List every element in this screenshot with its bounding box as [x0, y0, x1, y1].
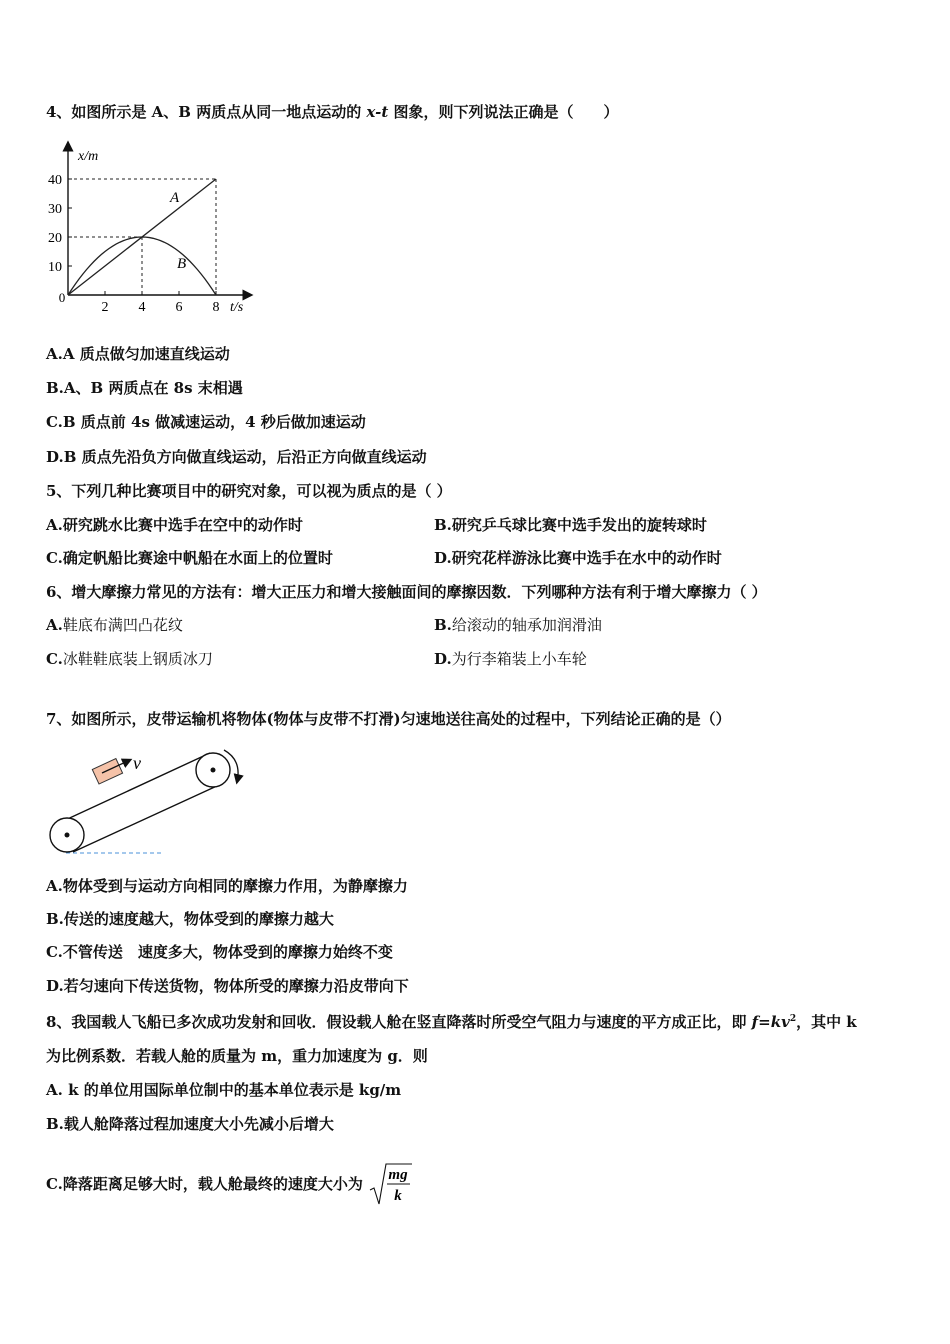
- q6-option-d-text: 为行李箱装上小车轮: [451, 650, 587, 668]
- q4-option-d: D.B 质点先沿负方向做直线运动，后沿正方向做直线运动: [46, 448, 427, 466]
- lower-pulley-axle: [65, 833, 70, 838]
- q7-stem: 7、如图所示，皮带运输机将物体(物体与皮带不打滑)匀速地送往高处的过程中，下列结论正确的是（）: [46, 710, 731, 728]
- x-tick-label-8: 8: [212, 300, 220, 315]
- x-axis-label: t/s: [230, 300, 244, 315]
- belt-bottom: [73, 785, 219, 852]
- q8-formula-exponent: 2: [789, 1014, 797, 1024]
- x-tick-label-2: 2: [101, 300, 109, 315]
- q6-option-c-text: 冰鞋鞋底装上钢质冰刀: [62, 650, 213, 668]
- y-axis-label: x/m: [78, 149, 99, 164]
- q5-option-c: C.确定帆船比赛途中帆船在水面上的位置时: [46, 549, 333, 567]
- q6-option-a: [46, 615, 183, 635]
- q8-stem: [46, 1009, 857, 1032]
- q6-option-b: [434, 615, 602, 635]
- q6-option-a-letter: A.: [46, 616, 63, 634]
- q4-stem-var: x-t: [366, 103, 389, 121]
- q8-stem-part2: ，其中 k: [796, 1013, 857, 1031]
- q8-option-c-text: C.降落距离足够大时，载人舱最终的速度大小为: [46, 1175, 363, 1193]
- q8-option-c: [46, 1162, 414, 1208]
- fraction-numerator: mg: [388, 1167, 408, 1183]
- q8-stem-line2: 为比例系数．若载人舱的质量为 m，重力加速度为 g．则: [46, 1047, 428, 1065]
- sqrt-fraction: [368, 1162, 414, 1208]
- q5-option-a: A.研究跳水比赛中选手在空中的动作时: [46, 516, 303, 534]
- q6-option-d: [434, 649, 587, 669]
- x-tick-label-6: 6: [175, 300, 183, 315]
- y-tick-label-10: 10: [48, 260, 62, 275]
- velocity-label: v: [133, 753, 141, 773]
- q8-stem-part1: 8、我国载人飞船已多次成功发射和回收．假设载人舱在竖直降落时所受空气阻力与速度的平方成正比，即: [46, 1013, 752, 1031]
- q4-stem-part2: 图象，则下列说法正确是（ ）: [388, 103, 619, 121]
- q4-stem: [46, 102, 619, 122]
- upper-pulley-axle: [211, 768, 216, 773]
- conveyor-belt-figure: [44, 740, 254, 862]
- series-a-label: A: [170, 190, 180, 206]
- x-tick-label-4: 4: [138, 300, 146, 315]
- q7-option-d: D.若匀速向下传送货物，物体所受的摩擦力沿皮带向下: [46, 977, 409, 995]
- q7-option-a: A.物体受到与运动方向相同的摩擦力作用，为静摩擦力: [46, 877, 408, 895]
- q6-option-b-text: 给滚动的轴承加润滑油: [451, 616, 602, 634]
- y-tick-label-30: 30: [48, 202, 62, 217]
- q7-option-c: C.不管传送 速度多大，物体受到的摩擦力始终不变: [46, 943, 393, 961]
- q5-stem: 5、下列几种比赛项目中的研究对象，可以视为质点的是（ ）: [46, 482, 452, 500]
- q6-option-a-text: 鞋底布满凹凸花纹: [62, 616, 183, 634]
- y-tick-label-20: 20: [48, 231, 62, 246]
- q6-option-c-letter: C.: [46, 650, 63, 668]
- series-b-label: B: [177, 256, 187, 272]
- q4-option-c: C.B 质点前 4s 做减速运动，4 秒后做加速运动: [46, 413, 366, 431]
- q5-option-d: D.研究花样游泳比赛中选手在水中的动作时: [434, 549, 722, 567]
- q6-option-b-letter: B.: [434, 616, 452, 634]
- q4-option-a: A.A 质点做匀加速直线运动: [46, 345, 230, 363]
- q8-option-a: A. k 的单位用国际单位制中的基本单位表示是 kg/m: [46, 1081, 402, 1099]
- q6-option-d-letter: D.: [434, 650, 452, 668]
- q5-option-b: B.研究乒乓球比赛中选手发出的旋转球时: [434, 516, 707, 534]
- y-tick-label-40: 40: [48, 173, 62, 188]
- origin-label: 0: [58, 290, 66, 305]
- cargo-box: [92, 759, 122, 784]
- q4-stem-part1: 4、如图所示是 A、B 两质点从同一地点运动的: [46, 103, 367, 121]
- q7-option-b: B.传送的速度越大，物体受到的摩擦力越大: [46, 910, 334, 928]
- q4-option-b: B.A、B 两质点在 8s 末相遇: [46, 379, 243, 397]
- q6-option-c: [46, 649, 213, 669]
- xt-graph: [44, 140, 264, 320]
- q8-formula: f=kv: [751, 1013, 790, 1031]
- q8-option-b: B.载人舱降落过程加速度大小先减小后增大: [46, 1115, 334, 1133]
- q6-stem: 6、增大摩擦力常见的方法有：增大正压力和增大接触面间的摩擦因数．下列哪种方法有利于增大摩擦力（ ）: [46, 583, 767, 601]
- fraction-denominator: k: [394, 1188, 402, 1204]
